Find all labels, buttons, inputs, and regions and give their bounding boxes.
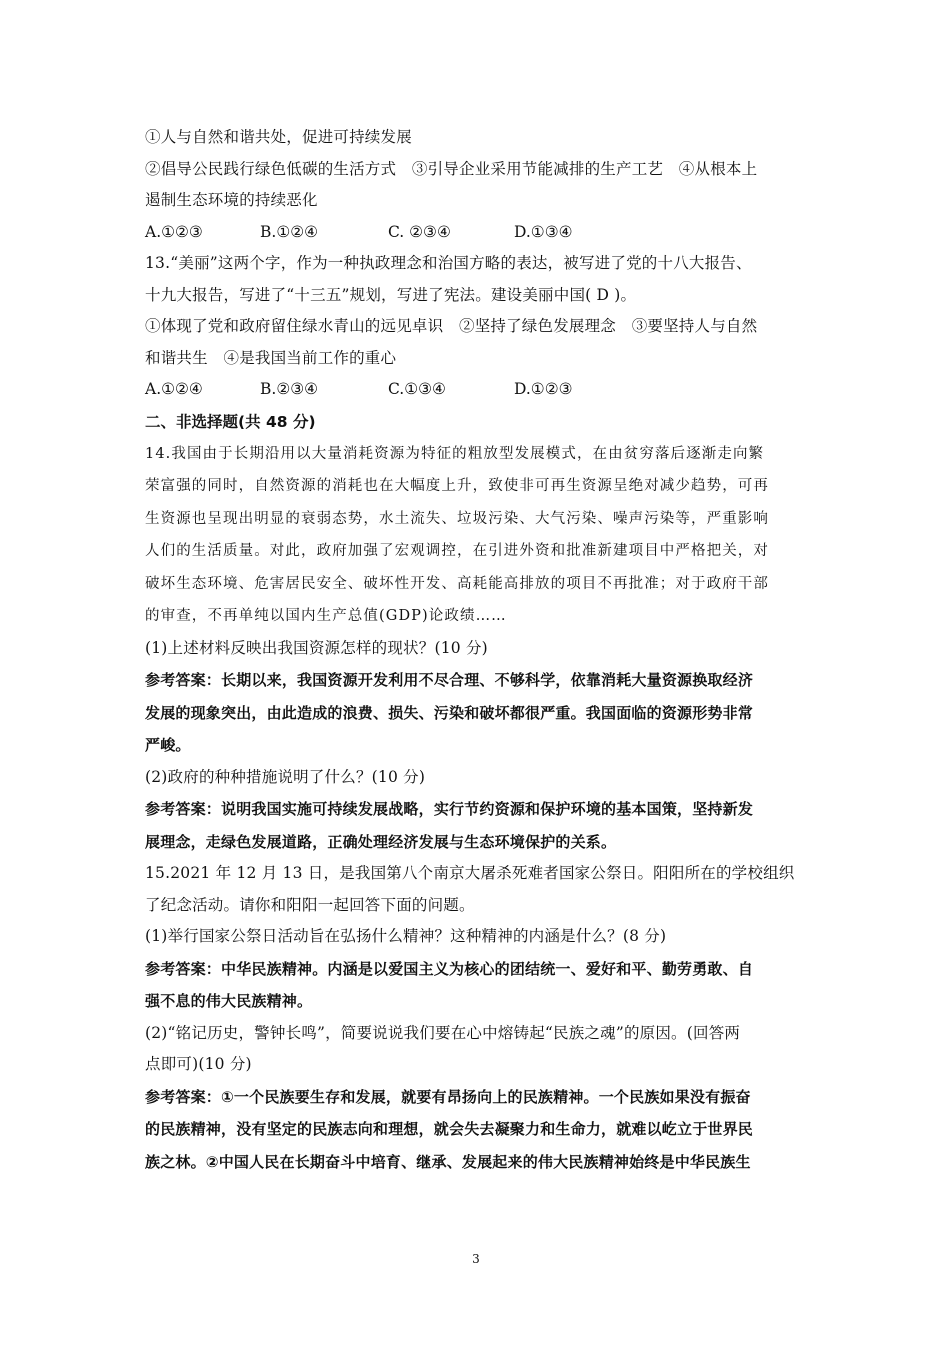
q15-stem-line-1: 15.2021 年 12 月 13 日，是我国第八个南京大屠杀死难者国家公祭日。阳阳所在的学校组织: [145, 864, 795, 882]
q13-option-a: A.①②④: [145, 380, 203, 398]
q12-option-b: B.①②④: [260, 222, 319, 241]
answer-label: 参考答案：: [145, 800, 222, 818]
q14-sub-question-1: (1)上述材料反映出我国资源怎样的现状？(10 分): [145, 638, 488, 657]
document-body: [145, 122, 813, 1178]
answer-label: 参考答案：: [145, 671, 222, 689]
answer-text: 中华民族精神。内涵是以爱国主义为核心的团结统一、爱好和平、勤劳勇敢、自: [221, 959, 754, 978]
q12-option-d: D.①③④: [514, 222, 573, 241]
q15-sub-question-1: (1)举行国家公祭日活动旨在弘扬什么精神？这种精神的内涵是什么？(8 分): [145, 927, 667, 945]
q13-stem-line-1: 13.“美丽”这两个字，作为一种执政理念和治国方略的表达，被写进了党的十八大报告、: [145, 254, 752, 272]
q14-answer-2-line-1: [145, 793, 813, 826]
q13-option-d: D.①②③: [514, 380, 573, 398]
q14-material-line-3: 生资源也呈现出明显的衰弱态势，水土流失、垃圾污染、大气污染、噪声污染等，严重影响: [145, 510, 769, 527]
q15-answer-1-line-2: 强不息的伟大民族精神。: [145, 992, 313, 1010]
q14-sub-question-2: (2)政府的种种措施说明了什么？(10 分): [145, 767, 426, 786]
q12-item-2-line-1: ②倡导公民践行绿色低碳的生活方式 ③引导企业采用节能减排的生产工艺 ④从根本上: [145, 159, 758, 178]
page-number: 3: [472, 1252, 480, 1266]
q14-material-line-4: 人们的生活质量。对此，政府加强了宏观调控，在引进外资和批准新建项目中严格把关，对: [145, 543, 769, 559]
q15-stem-line-2: 了纪念活动。请你和阳阳一起回答下面的问题。: [145, 895, 475, 914]
answer-label: 参考答案：: [145, 959, 222, 978]
answer-text: 长期以来，我国资源开发利用不尽合理、不够科学，依靠消耗大量资源换取经济: [221, 671, 754, 689]
q14-answer-1-line-3: 严峻。: [145, 736, 191, 754]
q15-answer-2-line-3: 族之林。②中国人民在长期奋斗中培育、继承、发展起来的伟大民族精神始终是中华民族生: [145, 1152, 751, 1171]
q14-material-line-2: 荣富强的同时，自然资源的消耗也在大幅度上升，致使非可再生资源呈绝对减少趋势，可再: [145, 478, 769, 494]
section-2-heading: 二、非选择题(共 48 分): [145, 412, 316, 431]
q15-sub-question-2-line-2: 点即可)(10 分): [145, 1055, 252, 1073]
q14-material-line-1: 14.我国由于长期沿用以大量消耗资源为特征的粗放型发展模式，在由贫穷落后逐渐走向繁: [145, 445, 765, 462]
q15-answer-1-line-1: [145, 953, 813, 986]
q12-option-a: A.①②③: [145, 222, 203, 241]
q12-item-1: ①人与自然和谐共处，促进可持续发展: [145, 128, 412, 146]
q14-answer-2-line-2: 展理念，走绿色发展道路，正确处理经济发展与生态环境保护的关系。: [145, 832, 617, 851]
q14-material-line-5: 破坏生态环境、危害居民安全、破坏性开发、高耗能高排放的项目不再批准；对于政府干部: [145, 575, 769, 592]
q13-option-c: C.①③④: [388, 380, 446, 398]
q15-answer-2-line-2: 的民族精神，没有坚定的民族志向和理想，就会失去凝聚力和生命力，就难以屹立于世界民: [145, 1120, 754, 1138]
q13-stem-line-3: ①体现了党和政府留住绿水青山的远见卓识 ②坚持了绿色发展理念 ③要坚持人与自然: [145, 317, 758, 335]
answer-text: 说明我国实施可持续发展战略，实行节约资源和保护环境的基本国策，坚持新发: [221, 800, 754, 818]
q14-material-line-6: 的审查，不再单纯以国内生产总值(GDP)论政绩……: [145, 608, 507, 624]
answer-label: 参考答案：: [145, 1087, 222, 1106]
q13-stem-line-2: 十九大报告，写进了“十三五”规划，写进了宪法。建设美丽中国( D )。: [145, 285, 637, 304]
q13-stem-line-4: 和谐共生 ④是我国当前工作的重心: [145, 348, 397, 367]
answer-text: ①一个民族要生存和发展，就要有昂扬向上的民族精神。一个民族如果没有振奋: [221, 1087, 751, 1106]
q15-sub-question-2-line-1: (2)“铭记历史，警钟长鸣”，简要说说我们要在心中熔铸起“民族之魂”的原因。(回答两: [145, 1023, 741, 1042]
q13-options: [145, 374, 813, 406]
q12-item-2-line-2: 遏制生态环境的持续恶化: [145, 191, 318, 209]
q15-answer-2-line-1: [145, 1081, 813, 1114]
q12-option-c: C. ②③④: [388, 222, 451, 241]
q14-answer-1-line-1: [145, 664, 813, 697]
q12-options: [145, 217, 813, 249]
q14-answer-1-line-2: 发展的现象突出，由此造成的浪费、损失、污染和破坏都很严重。我国面临的资源形势非常: [145, 703, 754, 722]
q13-option-b: B.②③④: [260, 380, 319, 398]
